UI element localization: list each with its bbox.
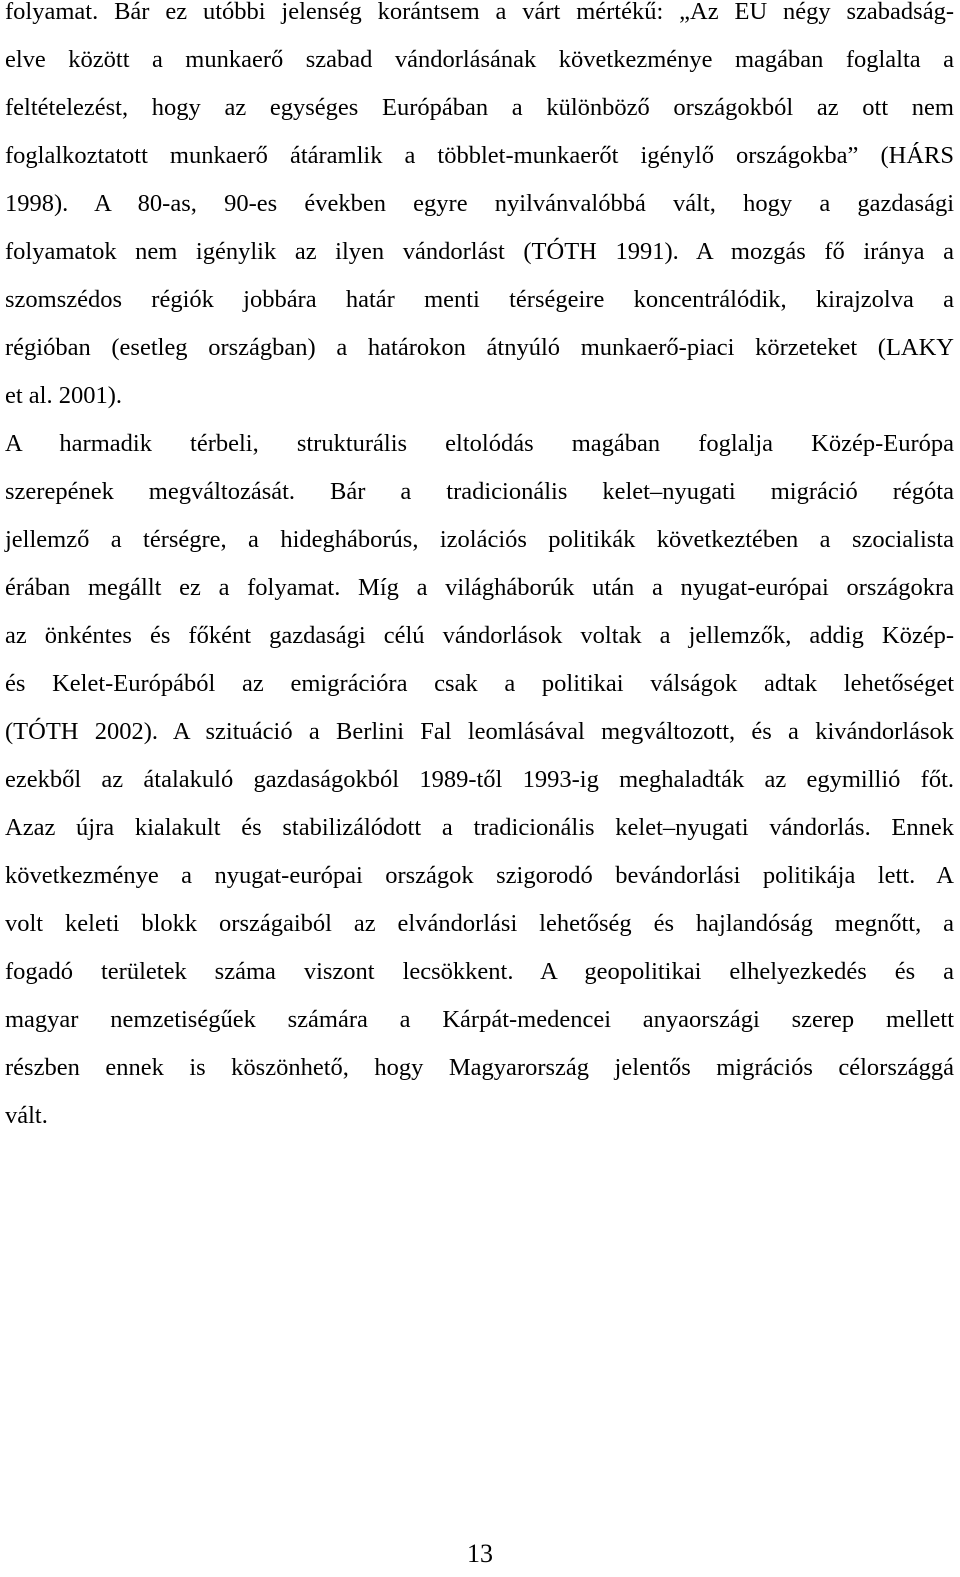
text-line: jellemző a térségre, a hidegháborús, izolációs politikák következtében a szocialista (5, 526, 954, 553)
text-line: folyamat. Bár ez utóbbi jelenség korántsem a várt mértékű: „Az EU négy szabadság- (5, 0, 954, 25)
page-number: 13 (467, 1539, 493, 1568)
text-line: volt keleti blokk országaiból az elvándorlási lehetőség és hajlandóság megnőtt, a (5, 910, 954, 937)
text-line: foglalkoztatott munkaerő átáramlik a többlet-munkaerőt igénylő országokba” (HÁRS (5, 142, 954, 169)
text-line: Azaz újra kialakult és stabilizálódott a tradicionális kelet–nyugati vándorlás. Ennek (5, 814, 954, 841)
text-line: szerepének megváltozását. Bár a tradicionális kelet–nyugati migráció régóta (5, 478, 954, 505)
text-line: régióban (esetleg országban) a határokon átnyúló munkaerő-piaci körzeteket (LAKY (5, 334, 954, 361)
text-line: szomszédos régiók jobbára határ menti térségeire koncentrálódik, kirajzolva a (5, 286, 954, 313)
text-line: (TÓTH 2002). A szituáció a Berlini Fal leomlásával megváltozott, és a kivándorlások (5, 718, 954, 745)
text-line: és Kelet-Európából az emigrációra csak a politikai válságok adtak lehetőséget (5, 670, 954, 697)
text-line: feltételezést, hogy az egységes Európában a különböző országokból az ott nem (5, 94, 954, 121)
text-line: részben ennek is köszönhető, hogy Magyarország jelentős migrációs célországgá (5, 1054, 954, 1081)
text-line: elve között a munkaerő szabad vándorlásának következménye magában foglalta a (5, 46, 954, 73)
text-line: érában megállt ez a folyamat. Míg a világháborúk után a nyugat-európai országokra (5, 574, 954, 601)
text-line: ezekből az átalakuló gazdaságokból 1989-től 1993-ig meghaladták az egymillió főt. (5, 766, 954, 793)
text-line: folyamatok nem igénylik az ilyen vándorlást (TÓTH 1991). A mozgás fő iránya a (5, 238, 954, 265)
text-line: et al. 2001). (5, 382, 123, 409)
text-line: A harmadik térbeli, strukturális eltolódás magában foglalja Közép-Európa (5, 430, 954, 457)
text-line: 1998). A 80-as, 90-es években egyre nyilvánvalóbbá vált, hogy a gazdasági (5, 190, 954, 217)
text-line: az önkéntes és főként gazdasági célú vándorlások voltak a jellemzők, addig Közép- (5, 622, 954, 649)
text-line: magyar nemzetiségűek számára a Kárpát-medencei anyaországi szerep mellett (5, 1006, 954, 1033)
text-line: fogadó területek száma viszont lecsökkent. A geopolitikai elhelyezkedés és a (5, 958, 954, 985)
text-line: vált. (5, 1102, 48, 1129)
text-line: következménye a nyugat-európai országok szigorodó bevándorlási politikája lett. A (5, 862, 954, 889)
